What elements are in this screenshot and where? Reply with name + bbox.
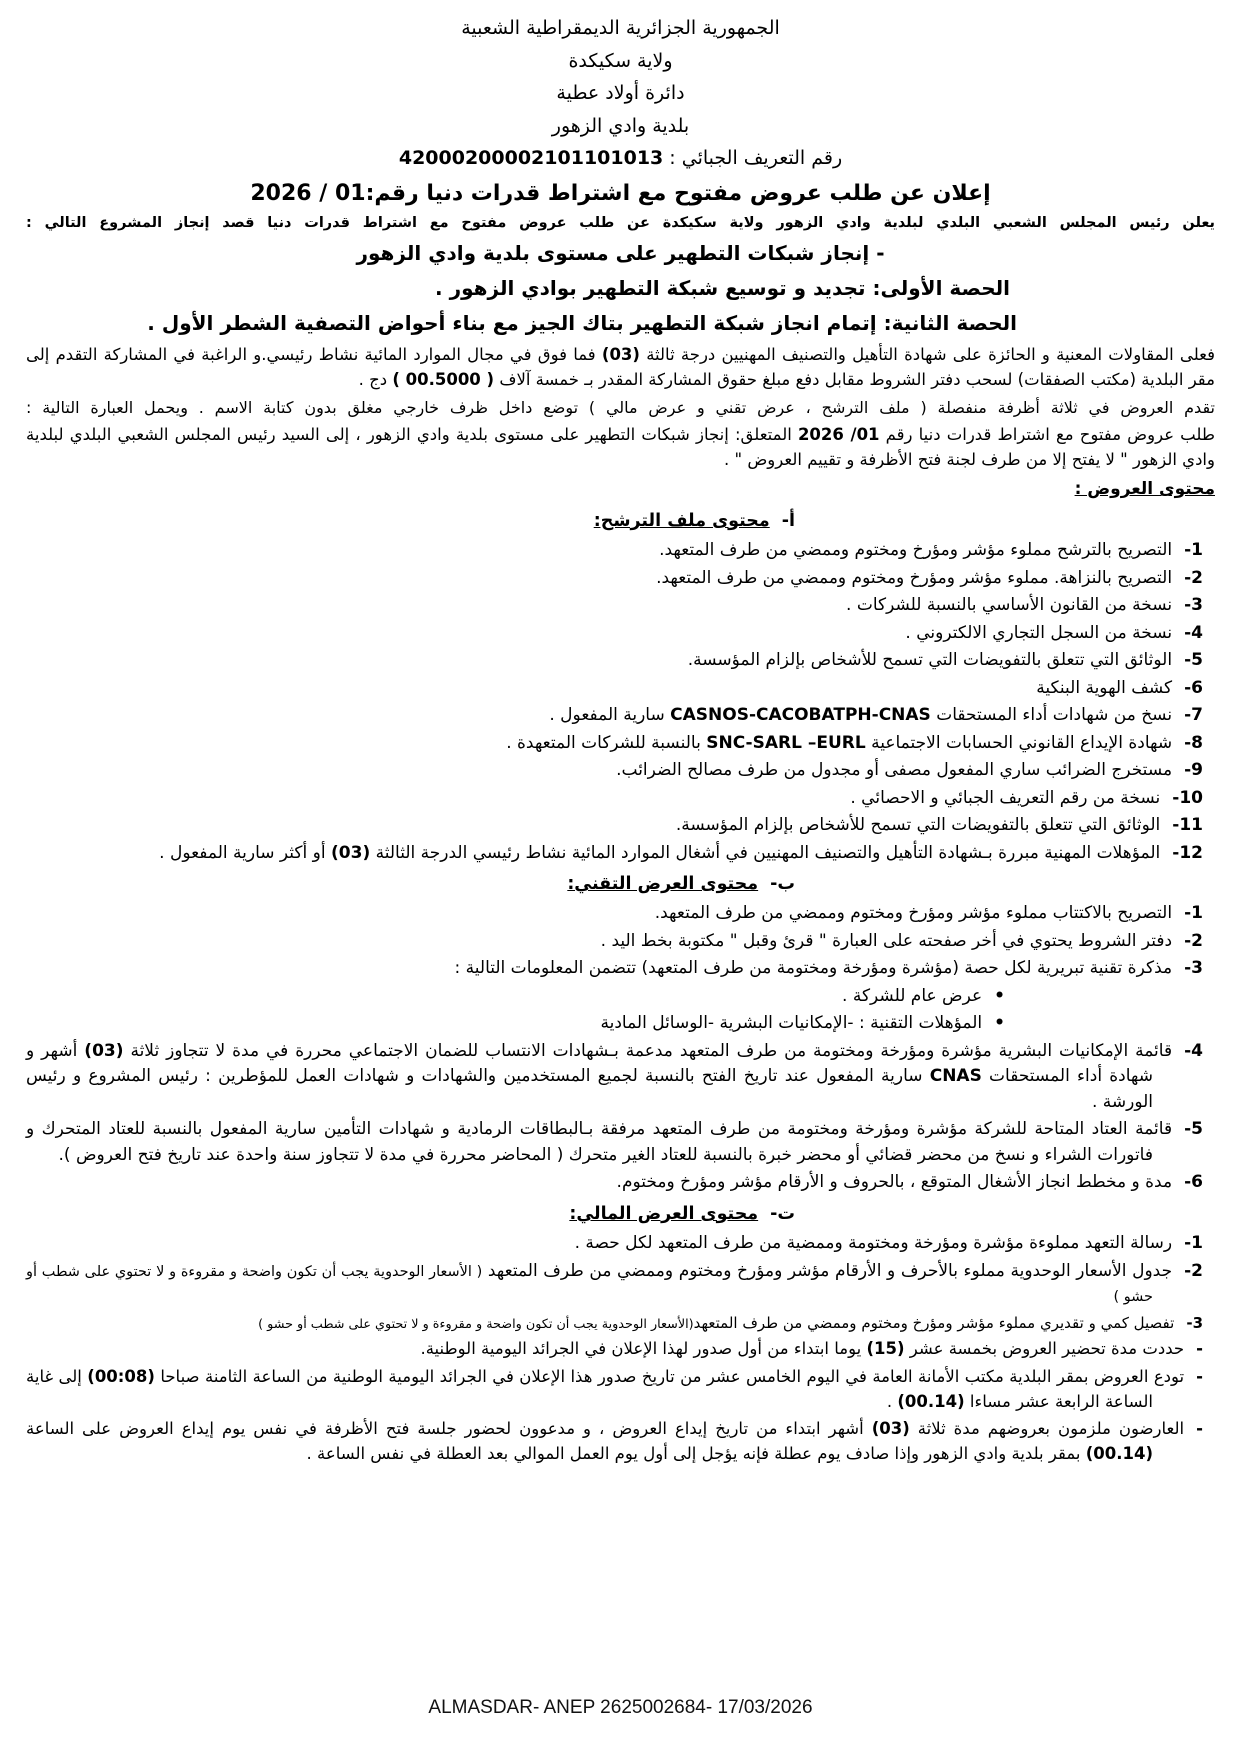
list-marker: 2-	[1184, 1260, 1203, 1281]
text-segment: حددت مدة تحضير العروض بخمسة عشر	[904, 1339, 1185, 1358]
text-segment: إلى غاية الساعة الرابعة عشر مساءا	[26, 1366, 1153, 1411]
text-segment: مستخرج الضرائب ساري المفعول مصفى أو مجدول من طرف مصالح الضرائب.	[616, 760, 1173, 780]
section-a-heading	[26, 508, 1215, 534]
text-segment: SNC-SARL –EURL	[706, 732, 866, 753]
text-segment: التصريح بالترشح مملوء مؤشر ومؤرخ ومختوم وممضي من طرف المتعهد.	[659, 540, 1173, 560]
text-segment: محتوى العرض المالي:	[569, 1203, 759, 1224]
text-segment: رسالة التعهد مملوءة مؤشرة ومؤرخة ومختومة وممضية من طرف المتعهد لكل حصة .	[574, 1233, 1173, 1253]
text-segment: كشف الهوية البنكية	[1036, 677, 1173, 698]
text-segment: سارية المفعول .	[549, 705, 671, 725]
envelope-label-paragraph	[26, 423, 1215, 473]
list-marker: ت-	[770, 1203, 795, 1224]
lot-2	[26, 308, 1215, 338]
text-segment: (الأسعار الوحدوية يجب أن تكون واضحة و مقروءة و لا تحتوي على شطب أو حشو )	[258, 1316, 694, 1332]
section-t-heading	[26, 1201, 1215, 1227]
list-marker: أ-	[781, 510, 795, 531]
list-marker: 6-	[1184, 1172, 1203, 1193]
tech-b-item-4	[26, 1039, 1215, 1116]
section-b-heading	[26, 871, 1215, 897]
list-marker: 9-	[1184, 760, 1203, 780]
text-segment: نسخة من القانون الأساسي بالنسبة للشركات .	[846, 595, 1173, 615]
header-republic	[26, 14, 1215, 43]
list-marker: 4-	[1184, 1040, 1203, 1061]
list-marker: 7-	[1184, 705, 1203, 725]
text-segment: محتوى ملف الترشح:	[593, 510, 770, 531]
list-marker: -	[1196, 1339, 1203, 1358]
text-segment: التصريح بالاكتتاب مملوء مؤشر ومؤرخ ومختوم وممضي من طرف المتعهد.	[654, 903, 1173, 924]
text-segment: بالنسبة للشركات المتعهدة .	[506, 732, 707, 753]
list-marker: •	[994, 1013, 1005, 1034]
file-a-item-9	[26, 758, 1215, 784]
list-marker: -	[1196, 1366, 1203, 1386]
text-segment: (03)	[871, 1419, 910, 1439]
text-segment: دائرة أولاد عطية	[556, 82, 685, 104]
header-daira	[26, 79, 1215, 108]
list-marker: 5-	[1184, 650, 1203, 670]
file-a-item-11	[26, 813, 1215, 839]
list-marker: 1-	[1184, 1233, 1203, 1253]
text-segment: (15)	[866, 1339, 905, 1358]
text-segment: الوثائق التي تتعلق بالتفويضات التي تسمح للأشخاص بإلزام المؤسسة.	[675, 815, 1161, 835]
text-segment: جدول الأسعار الوحدوية مملوء بالأحرف و الأرقام مؤشر ومؤرخ ومختوم وممضي من طرف المتعهد	[482, 1260, 1173, 1281]
list-marker: 5-	[1184, 1119, 1203, 1140]
text-segment: فعلى المقاولات المعنية و الحائزة على شهادة التأهيل والتصنيف المهنيين درجة ثالثة	[639, 345, 1215, 365]
text-segment: المتعلق: إنجاز شبكات التطهير على مستوى بلدية وادي الزهور ، إلى السيد رئيس المجلس الشعبي البلدي لبلدية وادي الزهور " لا يفتح إلا من طرف لجنة فتح الأظرفة و تقييم العروض " .	[26, 424, 1215, 469]
list-marker: 3-	[1184, 958, 1203, 979]
list-marker: 11-	[1172, 815, 1203, 835]
tech-b-item-5	[26, 1117, 1215, 1168]
text-segment: (00.14)	[897, 1391, 965, 1411]
tech-b-item-2	[26, 929, 1215, 955]
text-segment: (00.14)	[1085, 1444, 1153, 1463]
text-segment: (03)	[330, 842, 371, 863]
file-a-item-3	[26, 593, 1215, 619]
file-a-item-2	[26, 566, 1215, 592]
text-segment: 01/ 2026	[797, 424, 880, 444]
submission-envelopes-paragraph	[26, 396, 1215, 420]
list-marker: 3-	[1184, 595, 1203, 615]
list-marker: 3-	[1186, 1313, 1203, 1332]
text-segment: تفصيل كمي و تقديري مملوء مؤشر ومؤرخ ومختوم وممضي من طرف المتعهد	[693, 1313, 1175, 1332]
text-segment: محتوى العرض التقني:	[567, 874, 759, 894]
project-title	[26, 238, 1215, 268]
text-segment: قائمة العتاد المتاحة للشركة مؤشرة ومؤرخة ومختومة من طرف المتعهد مرفقة بـالبطاقات الرمادية و شهادات التأمين سارية المفعول بالنسبة للعتاد المتحرك و فاتورات الشراء و نسخ من محضر قضائي أو محضر خبرة بالنسبة للعتاد الغير متحرك ( المحاضر محررة في مدة لا تتجاوز سنة واحدة عند تاريخ فتح العروض ).	[26, 1119, 1173, 1165]
deadline-preparation	[26, 1337, 1215, 1362]
text-segment: شهادة الإيداع القانوني الحسابات الاجتماعية	[865, 732, 1173, 753]
text-segment: محتوى العروض :	[1074, 479, 1215, 500]
text-segment: نسخة من السجل التجاري الالكتروني .	[905, 622, 1173, 643]
text-segment: يعلن رئيس المجلس الشعبي البلدي لبلدية وادي الزهور ولاية سكيكدة عن طلب عروض مفتوح مع اشتراط قدرات دنيا قصد إنجاز المشروع التالي :	[26, 214, 1215, 231]
fin-t-item-3	[26, 1312, 1215, 1335]
text-segment: مذكرة تقنية تبريرية لكل حصة (مؤشرة ومؤرخة ومختومة من طرف المتعهد) تتضمن المعلومات التالية :	[454, 958, 1173, 979]
announcement-intro	[26, 213, 1215, 235]
deposit-instructions	[26, 1365, 1215, 1415]
text-segment: ولاية سكيكدة	[568, 49, 673, 72]
tech-b-item-3	[26, 956, 1215, 982]
file-a-item-5	[26, 648, 1215, 674]
footer-reference: ALMASDAR- ANEP 2625002684- 17/03/2026	[428, 1697, 813, 1718]
text-segment: الحصة الأولى: تجديد و توسيع شبكة التطهير بوادي الزهور .	[435, 276, 1010, 301]
list-marker: 2-	[1184, 567, 1203, 588]
list-marker: 8-	[1184, 732, 1203, 753]
text-segment: CNAS	[929, 1066, 982, 1087]
list-marker: 2-	[1184, 930, 1203, 951]
tech-b-item-6	[26, 1170, 1215, 1196]
tech-b-item-1	[26, 901, 1215, 927]
file-a-item-10	[26, 786, 1215, 812]
text-segment: ( 00.5000 )	[392, 370, 495, 389]
list-marker: 1-	[1184, 903, 1203, 924]
text-segment: مدة و مخطط انجاز الأشغال المتوقع ، بالحروف و الأرقام مؤشر ومؤرخ ومختوم.	[616, 1172, 1173, 1193]
file-a-item-4	[26, 621, 1215, 647]
text-segment: بلدية وادي الزهور	[551, 114, 690, 137]
file-a-item-1	[26, 538, 1215, 564]
text-segment: أشهر ابتداء من تاريخ إيداع العروض ، و مدعوون لحضور جلسة فتح الأظرفة في نفس يوم إيداع العروض على الساعة	[26, 1419, 872, 1439]
file-a-item-6	[26, 676, 1215, 702]
text-segment: يوما ابتداء من أول صدور لهذا الإعلان في الجرائد اليومية الوطنية.	[420, 1339, 867, 1358]
list-marker: 10-	[1172, 787, 1203, 808]
list-marker: -	[1196, 1419, 1203, 1439]
text-segment: (03)	[601, 345, 640, 365]
text-segment: إعلان عن طلب عروض مفتوح مع اشتراط قدرات دنيا رقم:	[365, 180, 991, 206]
list-marker: •	[994, 985, 1005, 1006]
text-segment: التصريح بالنزاهة. مملوء مؤشر ومؤرخ ومختوم وممضي من طرف المتعهد.	[656, 567, 1173, 588]
text-segment: أشهر و شهادة أداء المستحقات	[26, 1040, 1153, 1087]
text-segment: 42000200002101101013	[398, 147, 664, 169]
tech-b-bullet-2	[26, 1011, 1215, 1037]
fin-t-item-1	[26, 1231, 1215, 1257]
header-commune	[26, 112, 1215, 141]
offer-validity	[26, 1417, 1215, 1467]
file-a-item-12	[26, 841, 1215, 867]
text-segment: تقدم العروض في ثلاثة أظرفة منفصلة ( ملف الترشح ، عرض تقني و عرض مالي ) توضع داخل ظرف خارجي مغلق بدون كتابة الاسم . ويحمل العبارة التالية :	[26, 397, 1215, 417]
text-segment: العارضون ملزمون بعروضهم مدة ثلاثة	[909, 1419, 1185, 1439]
text-segment: تودع العروض بمقر البلدية مكتب الأمانة العامة في اليوم الخامس عشر من تاريخ صدور هذا الإعلان في الجرائد اليومية الوطنية من الساعة الثامنة صباحا	[154, 1366, 1185, 1386]
text-segment: دفتر الشروط يحتوي في أخر صفحته على العبارة " قرئ وقبل " مكتوبة بخط اليد .	[600, 930, 1173, 951]
text-segment: الوثائق التي تتعلق بالتفويضات التي تسمح للأشخاص بإلزام المؤسسة.	[687, 650, 1173, 670]
text-segment: طلب عروض مفتوح مع اشتراط قدرات دنيا رقم	[879, 424, 1215, 444]
text-segment: بمقر بلدية وادي الزهور وإذا صادف يوم عطلة فإنه يؤجل إلى أول يوم العمل الموالي بعد العطلة في نفس الساعة .	[306, 1444, 1086, 1463]
eligibility-paragraph	[26, 343, 1215, 393]
text-segment: CASNOS-CACOBATPH-CNAS	[670, 705, 931, 725]
text-segment: نسخ من شهادات أداء المستحقات	[930, 705, 1173, 725]
lot-1	[26, 273, 1215, 303]
file-a-item-8	[26, 731, 1215, 757]
text-segment: رقم التعريف الجبائي :	[663, 147, 843, 169]
text-segment: المؤهلات المهنية مبررة بـشهادة التأهيل والتصنيف المهنيين في أشغال الموارد المائية نشاط رئيسي الدرجة الثالثة	[370, 842, 1161, 863]
list-marker: ب-	[770, 874, 795, 894]
header-tax-id	[26, 144, 1215, 173]
text-segment: .	[886, 1391, 898, 1411]
text-segment: فما فوق في مجال الموارد المائية نشاط رئيسي.و الراغبة في المشاركة التقدم إلى مقر البلدية (مكتب الصفقات) لسحب دفتر الشروط مقابل دفع مبلغ حقوق المشاركة المقدر بـ خمسة آلاف	[26, 345, 1215, 389]
list-marker: 6-	[1184, 677, 1203, 698]
file-a-item-7	[26, 703, 1215, 729]
list-marker: 4-	[1184, 622, 1203, 643]
text-segment: عرض عام للشركة .	[842, 985, 983, 1006]
text-segment: الحصة الثانية: إتمام انجاز شبكة التطهير بتاك الجيز مع بناء أحواض التصفية الشطر الأول .	[147, 311, 1017, 336]
list-marker: 12-	[1172, 842, 1203, 863]
text-segment: - إنجاز شبكات التطهير على مستوى بلدية وادي الزهور	[356, 241, 885, 266]
document-body	[26, 14, 1215, 1467]
text-segment: ( الأسعار الوحدوية يجب أن تكون واضحة و مقروءة و لا تحتوي على شطب أو حشو )	[26, 1263, 1153, 1305]
announcement-title	[26, 177, 1215, 210]
offers-content-heading	[26, 477, 1215, 503]
text-segment: سارية المفعول عند تاريخ الفتح بالنسبة لجميع المستخدمين والشهادات و شهادات العمل للمؤطرين : رئيس المشروع و رئيس الورشة .	[26, 1066, 1153, 1112]
header-wilaya	[26, 47, 1215, 76]
tech-b-bullet-1	[26, 984, 1215, 1010]
text-segment: نسخة من رقم التعريف الجبائي و الاحصائي .	[850, 787, 1161, 808]
text-segment: المؤهلات التقنية : -الإمكانيات البشرية -الوسائل المادية	[600, 1013, 983, 1034]
text-segment: (00:08)	[87, 1366, 155, 1386]
text-segment: الجمهورية الجزائرية الديمقراطية الشعبية	[461, 17, 780, 39]
text-segment: 01 / 2026	[250, 180, 366, 206]
text-segment: قائمة الإمكانيات البشرية مؤشرة ومؤرخة ومختومة من طرف المتعهد مدعمة بـشهادات الانتساب للضمان الاجتماعي محررة في مدة لا تتجاوز ثلاثة	[123, 1040, 1173, 1061]
fin-t-item-2	[26, 1259, 1215, 1310]
list-marker: 1-	[1184, 540, 1203, 560]
text-segment: (03)	[84, 1040, 124, 1061]
text-segment: أو أكثر سارية المفعول .	[159, 842, 331, 863]
text-segment: دج .	[358, 370, 393, 389]
